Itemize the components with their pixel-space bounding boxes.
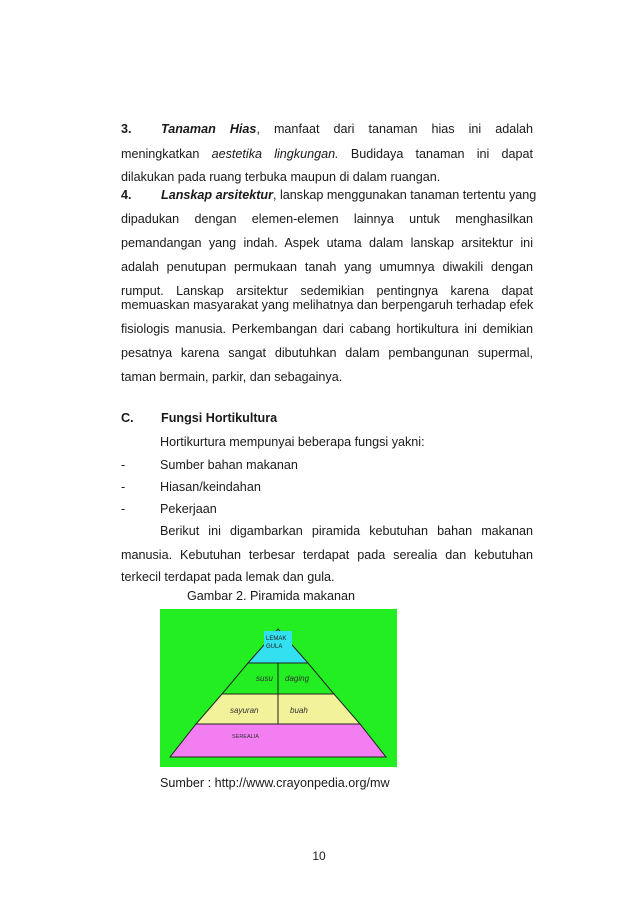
item4-line1-text: , lanskap menggunakan tanaman tertentu yang	[273, 188, 537, 202]
pyramid-tier-serealia	[170, 724, 386, 757]
pyramid-label-lemak: LEMAK	[266, 636, 287, 642]
item3-line1-text: , manfaat dari tanaman hias ini adalah	[256, 122, 534, 136]
section-c-para-line1: Berikut ini digambarkan piramida kebutuhan bahan makanan	[160, 524, 533, 538]
item4-line2: dipadukan dengan elemen-elemen lainnya untuk menghasilkan	[121, 212, 533, 226]
bullet-item-2: Hiasan/keindahan	[160, 480, 261, 494]
section-c-para-line2: manusia. Kebutuhan terbesar terdapat pada serealia dan kebutuhan	[121, 548, 533, 562]
bullet-item-3: Pekerjaan	[160, 502, 217, 516]
pyramid-label-sayuran: sayuran	[230, 706, 259, 715]
item4-line1	[121, 187, 537, 203]
bullet-dash-2: -	[121, 480, 126, 494]
item4-line5: rumput. Lanskap arsitektur sedemikian pentingnya karena dapat	[121, 284, 533, 298]
pyramid-label-serealia: SEREALIA	[232, 734, 259, 740]
section-c-heading	[121, 410, 533, 426]
item3-line2-c: Budidaya tanaman ini dapat	[350, 147, 534, 161]
food-pyramid-figure	[160, 609, 397, 767]
bullet-dash-1: -	[121, 458, 126, 472]
section-c-letter: C.	[121, 411, 134, 425]
bullet-item-1: Sumber bahan makanan	[160, 458, 298, 472]
item4-title: Lanskap arsitektur	[161, 188, 273, 202]
item3-line3: dilakukan pada ruang terbuka maupun di dalam ruangan.	[121, 170, 441, 184]
pyramid-label-daging: daging	[285, 674, 310, 683]
section-c-para-line3: terkecil terdapat pada lemak dan gula.	[121, 570, 335, 584]
item3-title: Tanaman Hias	[161, 122, 257, 136]
item4-line4: adalah penutupan permukaan tanah yang umumnya diwakili dengan	[121, 260, 533, 274]
bullet-dash-3: -	[121, 502, 126, 516]
item4-line3: pemandangan yang indah. Aspek utama dalam lanskap arsitektur ini	[121, 236, 533, 250]
item3-line2	[121, 146, 533, 162]
pyramid-label-buah: buah	[290, 706, 308, 715]
item4-line6: memuaskan masyarakat yang melihatnya dan berpengaruh terhadap efek	[121, 298, 534, 312]
section-c-title: Fungsi Hortikultura	[161, 411, 278, 425]
item4-line7: fisiologis manusia. Perkembangan dari cabang hortikultura ini demikian	[121, 322, 533, 336]
pyramid-label-susu: susu	[256, 674, 273, 683]
item4-line9: taman bermain, parkir, dan sebagainya.	[121, 370, 343, 384]
item4-line8: pesatnya karena sangat dibutuhkan dalam pembangunan supermal,	[121, 346, 533, 360]
item3-line2-italic: aestetika lingkungan.	[211, 147, 339, 161]
item3-number: 3.	[121, 122, 132, 136]
pyramid-label-gula: GULA	[266, 644, 283, 650]
item4-number: 4.	[121, 188, 132, 202]
figure-source: Sumber : http://www.crayonpedia.org/mw	[160, 776, 390, 790]
item3-line1	[121, 121, 533, 137]
page-number: 10	[312, 849, 326, 863]
section-c-intro: Hortikurtura mempunyai beberapa fungsi yakni:	[160, 435, 425, 449]
item3-line2-a: meningkatkan	[121, 147, 200, 161]
figure-caption: Gambar 2. Piramida makanan	[187, 589, 355, 603]
